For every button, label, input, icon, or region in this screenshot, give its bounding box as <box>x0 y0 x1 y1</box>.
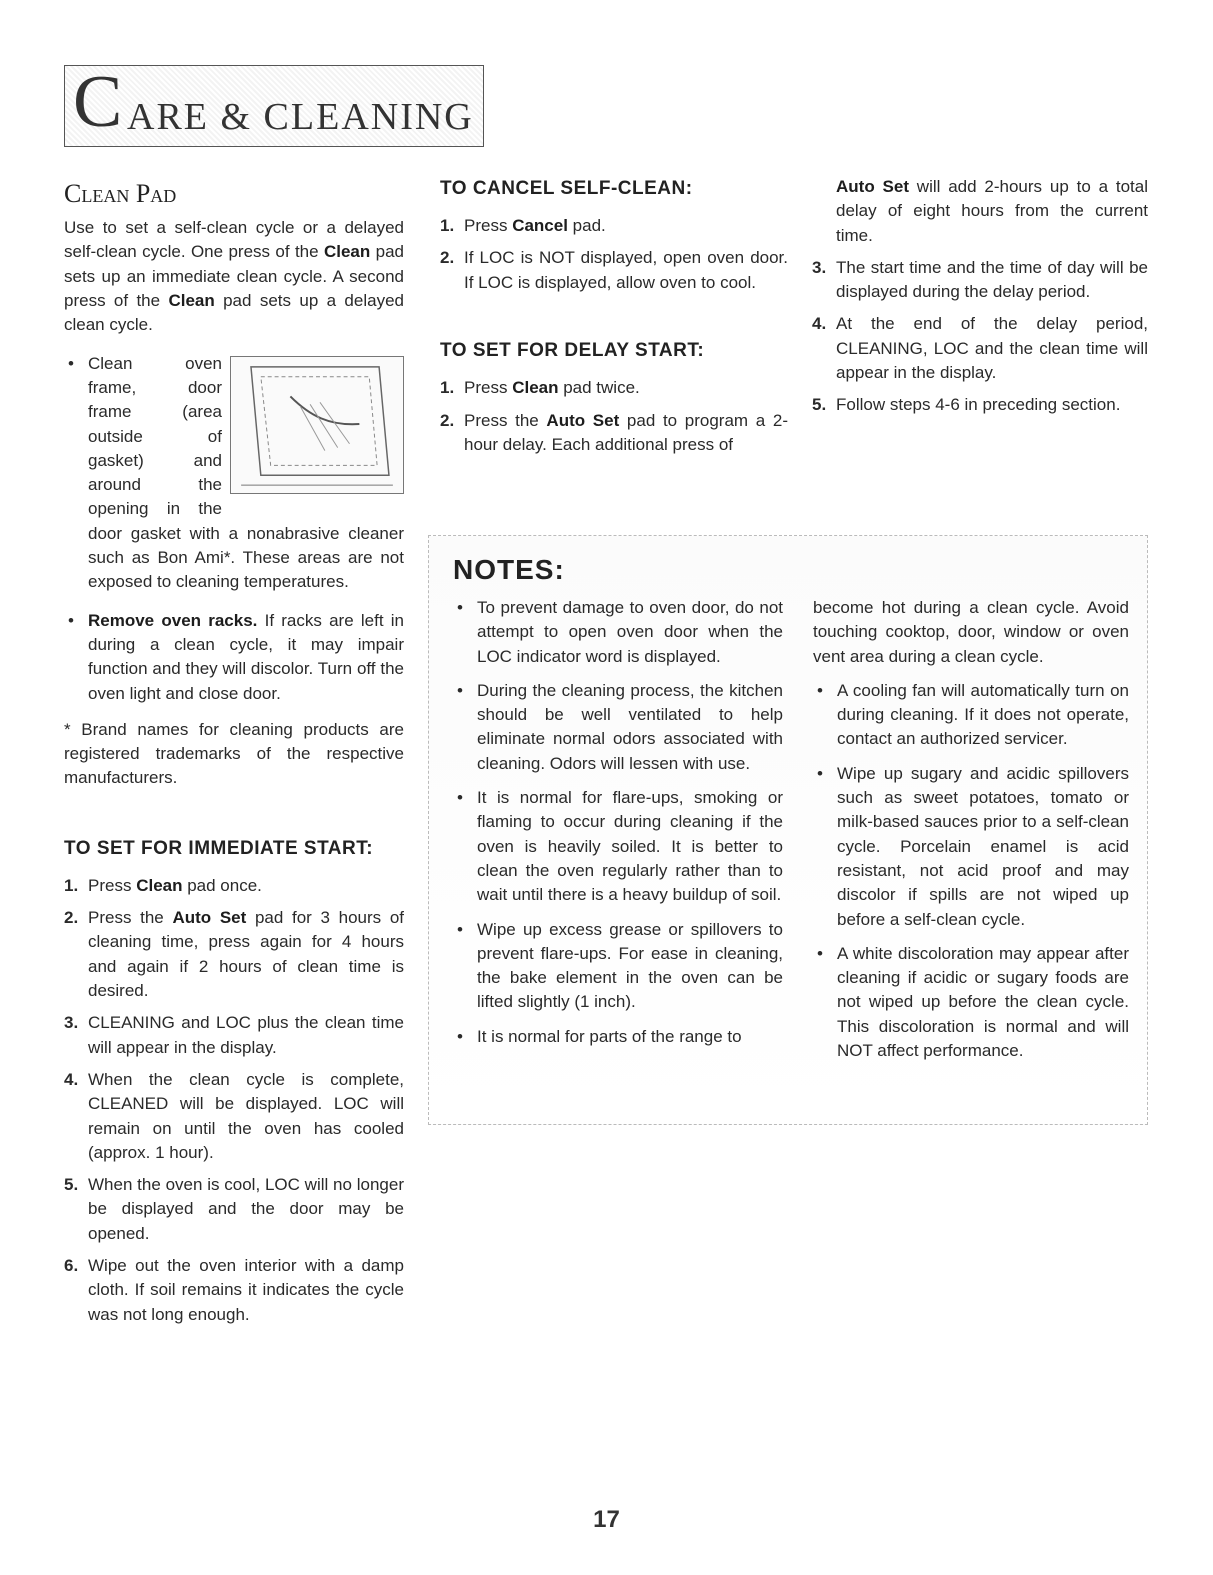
intro-text: Use to set a self-clean cycle or a delayed self-clean cycle. One press of the <box>64 218 404 262</box>
pad-name: Auto Set <box>546 410 620 430</box>
title-initial: C <box>73 61 125 143</box>
step-text: Wipe out the oven interior with a damp cloth. If soil remains it indicates the cycle was not long enough. <box>88 1256 404 1324</box>
step-text: Press <box>464 378 513 398</box>
clean-pad-term: Clean <box>168 291 215 311</box>
step-number: 2. <box>440 248 455 268</box>
step-item <box>812 312 1148 385</box>
intro-text: pad sets up a delayed clean cycle. <box>64 291 404 335</box>
step-text: pad to program a 2-hour delay. Each additional press of <box>464 410 788 454</box>
pad-name: Auto Set <box>172 908 247 928</box>
page-number: 17 <box>593 1506 620 1533</box>
step-text: When the oven is cool, LOC will no longer be displayed and the door may be opened. <box>88 1175 404 1243</box>
note-item: • During the cleaning process, the kitchen should be well ventilated to help eliminate normal odors associated with cleaning. Odors will lessen with use. <box>453 679 783 776</box>
step-number: 3. <box>64 1013 79 1033</box>
immediate-start-heading: TO SET FOR IMMEDIATE START: <box>64 837 374 859</box>
step-item <box>64 1011 404 1060</box>
note-item: • It is normal for parts of the range to <box>453 1025 783 1049</box>
immediate-start-steps <box>64 874 404 1327</box>
remove-racks-bullet <box>64 609 404 706</box>
pad-name: Cancel <box>512 216 568 236</box>
step-item <box>440 246 788 295</box>
step-text: When the clean cycle is complete, CLEANED will be displayed. LOC will remain on until the oven has cooled (approx. 1 hour). <box>88 1069 404 1162</box>
step-item <box>64 874 404 898</box>
note-item: • To prevent damage to oven door, do not attempt to open oven door when the LOC indicator word is displayed. <box>453 596 783 669</box>
delay-start-steps <box>440 376 788 457</box>
step-text: pad once. <box>182 875 262 895</box>
step-number: 5. <box>64 1175 79 1195</box>
step-text: will add 2-hours up to a total delay of eight hours from the current time. <box>836 177 1148 245</box>
step-number: 1. <box>440 378 455 398</box>
intro-text: pad sets up an immediate clean cycle. A second press of the <box>64 242 405 311</box>
step-text: Press the <box>464 410 547 430</box>
note-item: • Wipe up excess grease or spillovers to prevent flare-ups. For ease in cleaning, the bake element in the oven can be lifted slightly (1 inch). <box>453 918 783 1015</box>
bullet-text: If racks are left in during a clean cycle, it may impair function and they will discolor. Turn off the oven light and close door. <box>88 610 404 703</box>
step-number: 5. <box>812 395 827 415</box>
notes-column-right <box>813 596 1129 1073</box>
clean-frame-bullet <box>64 352 404 595</box>
clean-pad-heading: Clean Pad <box>64 179 177 208</box>
notes-column-left <box>453 596 783 1059</box>
step-text: pad twice. <box>558 378 640 398</box>
step-text: Press <box>88 875 137 895</box>
step-number: 4. <box>812 314 827 334</box>
step-item <box>64 1173 404 1246</box>
note-item: • A white discoloration may appear after cleaning if acidic or sugary foods are not wiped up before the clean cycle. This discoloration is normal and will NOT affect performance. <box>813 942 1129 1063</box>
step-item <box>812 256 1148 305</box>
clean-pad-term: Clean <box>323 242 371 262</box>
step-text: At the end of the delay period, CLEANING, LOC and the clean time will appear in the display. <box>836 314 1148 383</box>
pad-name: Clean <box>512 378 559 398</box>
note-item: • Wipe up sugary and acidic spillovers such as sweet potatoes, tomato or milk-based sauces prior to a self-clean cycle. Porcelain enamel is acid resistant, not acid proof and may discolor if spills are not wiped up before a self-clean cycle. <box>813 762 1129 932</box>
step-item <box>64 1254 404 1327</box>
step-item <box>64 906 404 1003</box>
cancel-steps <box>440 214 788 295</box>
step-number: 3. <box>812 257 827 277</box>
notes-heading: NOTES: <box>453 554 565 585</box>
step-number: 6. <box>64 1256 79 1276</box>
step-text: CLEANING and LOC plus the clean time will appear in the display. <box>88 1013 404 1057</box>
step-text: The start time and the time of day will be displayed during the delay period. <box>836 257 1148 302</box>
title-rest: ARE & CLEANING <box>127 96 474 138</box>
column-right <box>812 175 1148 426</box>
step-number: 2. <box>440 410 455 430</box>
column-middle <box>440 175 788 465</box>
step-item <box>440 376 788 400</box>
step-text: pad for 3 hours of cleaning time, press again for 4 hours and again if 2 hours of clean time is desired. <box>88 908 404 1001</box>
delay-start-heading: TO SET FOR DELAY START: <box>440 340 705 362</box>
note-continuation: become hot during a clean cycle. Avoid touching cooktop, door, window or oven vent area during a clean cycle. <box>813 598 1129 666</box>
step-text: Press the <box>88 908 173 928</box>
remove-racks-term: Remove oven racks. <box>88 610 258 630</box>
step-text: Follow steps 4-6 in preceding section. <box>836 395 1121 415</box>
delay-start-steps-continued <box>812 175 1148 418</box>
notes-box <box>428 535 1148 1125</box>
step-number: 2. <box>64 908 79 928</box>
step-continuation <box>812 175 1148 248</box>
step-item <box>440 214 788 238</box>
step-text: If LOC is NOT displayed, open oven door. If LOC is displayed, allow oven to cool. <box>464 248 788 292</box>
step-item <box>64 1068 404 1165</box>
step-text: Press <box>464 216 513 236</box>
brand-footnote: * Brand names for cleaning products are registered trademarks of the respective manufacturers. <box>64 719 404 788</box>
bullet-text: Clean oven frame, door frame (area outside of gasket) and around the opening in the door gasket with a nonabrasive cleaner such as Bon Ami*. These areas are not exposed to cleaning temperatures. <box>88 353 404 592</box>
note-item: • A cooling fan will automatically turn on during cleaning. If it does not operate, contact an authorized servicer. <box>813 679 1129 752</box>
section-title-banner <box>64 61 484 147</box>
step-number: 4. <box>64 1069 79 1089</box>
clean-pad-intro <box>64 216 404 337</box>
column-left <box>64 175 404 1335</box>
cancel-heading: TO CANCEL SELF-CLEAN: <box>440 178 693 199</box>
step-item <box>812 393 1148 417</box>
oven-door-gasket-illustration <box>230 356 404 494</box>
step-number: 1. <box>440 216 455 236</box>
pad-name: Auto Set <box>836 177 909 196</box>
pad-name: Clean <box>136 875 183 895</box>
step-number: 1. <box>64 875 79 895</box>
note-item: • It is normal for flare-ups, smoking or flaming to occur during cleaning if the oven is heavily soiled. It is better to clean the oven regularly rather than to wait until there is a heavy buildup of soil. <box>453 786 783 907</box>
step-item <box>440 409 788 458</box>
step-text: pad. <box>567 216 606 236</box>
